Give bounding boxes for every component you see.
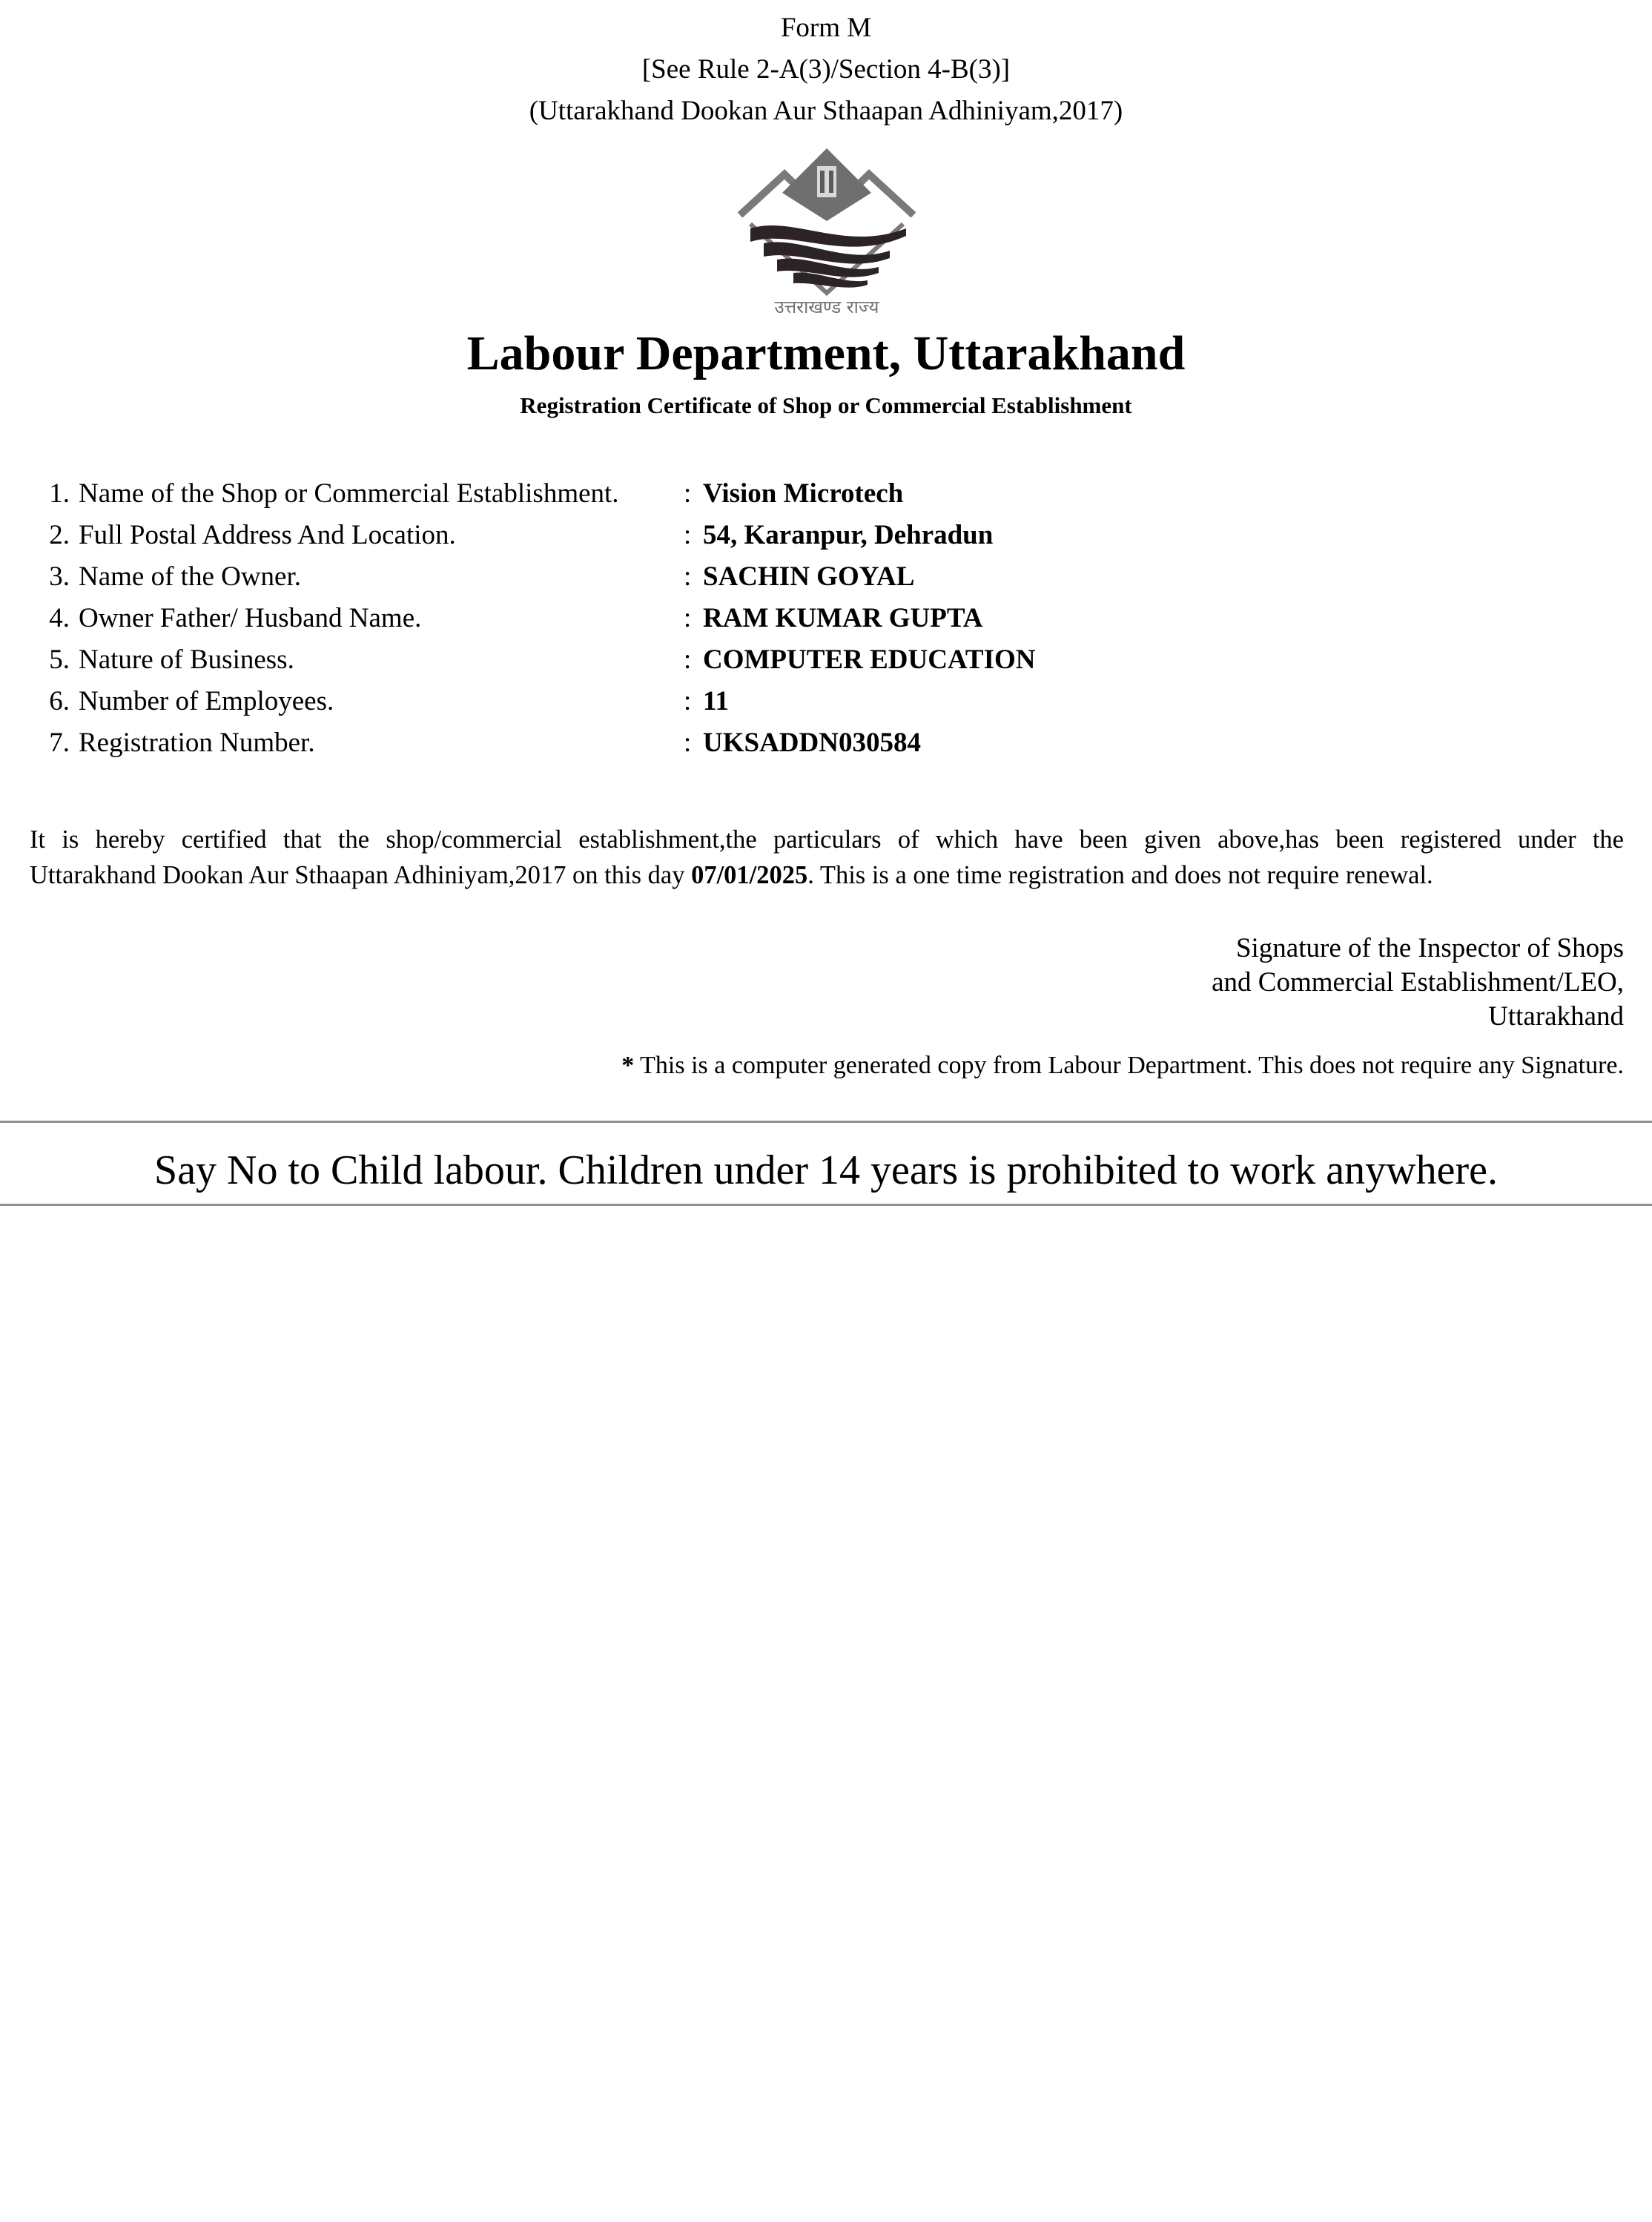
row-label: Name of the Shop or Commercial Establishment.: [79, 478, 619, 509]
row-label: Owner Father/ Husband Name.: [79, 603, 422, 633]
computer-generated-note: [621, 1049, 1624, 1083]
registration-number-value: UKSADDN030584: [703, 728, 921, 758]
divider-bottom: [0, 1204, 1652, 1206]
child-labour-banner: Say No to Child labour. Children under 14 years is prohibited to work anywhere.: [154, 1147, 1498, 1193]
certificate-subtitle: Registration Certificate of Shop or Commercial Establishment: [520, 392, 1132, 418]
row-number: 3.: [49, 561, 70, 592]
certification-statement: [30, 822, 1624, 893]
row-separator: :: [684, 478, 692, 509]
certification-line-2: [30, 857, 1624, 893]
logo-caption: उत्तराखण्ड राज्य: [774, 297, 879, 317]
act-reference: (Uttarakhand Dookan Aur Sthaapan Adhiniyam,2017): [529, 96, 1123, 126]
computer-generated-note-text: This is a computer generated copy from Labour Department. This does not require any Signature.: [634, 1052, 1624, 1079]
divider-top: [0, 1121, 1652, 1123]
row-number: 6.: [49, 686, 70, 716]
certification-text-after-date: . This is a one time registration and does not require renewal.: [807, 861, 1433, 889]
employee-count-value: 11: [703, 686, 729, 716]
signature-block: [1212, 932, 1624, 1034]
row-number: 2.: [49, 520, 70, 550]
row-number: 5.: [49, 644, 70, 675]
establishment-name-value: Vision Microtech: [703, 478, 904, 509]
row-separator: :: [684, 728, 692, 758]
row-label: Name of the Owner.: [79, 561, 302, 592]
row-separator: :: [684, 520, 692, 550]
certification-line-1: It is hereby certified that the shop/commercial establishment,the particulars of which have been given above,has been registered under the: [30, 825, 1624, 854]
address-value: 54, Karanpur, Dehradun: [703, 520, 994, 550]
row-label: Nature of Business.: [79, 644, 294, 675]
row-number: 7.: [49, 728, 70, 758]
row-separator: :: [684, 686, 692, 716]
certification-text-before-date: Uttarakhand Dookan Aur Sthaapan Adhiniyam,2017 on this day: [30, 861, 692, 889]
row-number: 1.: [49, 478, 70, 509]
row-separator: :: [684, 603, 692, 633]
father-husband-name-value: RAM KUMAR GUPTA: [703, 603, 983, 633]
state-emblem-icon: [734, 141, 919, 319]
row-separator: :: [684, 561, 692, 592]
registration-date: 07/01/2025: [691, 861, 808, 889]
row-label: Number of Employees.: [79, 686, 334, 716]
rule-reference: [See Rule 2-A(3)/Section 4-B(3)]: [641, 54, 1011, 85]
row-label: Registration Number.: [79, 728, 315, 758]
signature-line-3: Uttarakhand: [1488, 1001, 1624, 1032]
row-label: Full Postal Address And Location.: [79, 520, 456, 550]
asterisk-marker: *: [621, 1052, 635, 1079]
form-title: Form M: [780, 13, 872, 43]
owner-name-value: SACHIN GOYAL: [703, 561, 915, 592]
signature-line-2: and Commercial Establishment/LEO,: [1212, 967, 1624, 998]
uttarakhand-emblem-logo: [734, 141, 919, 319]
department-title: Labour Department, Uttarakhand: [466, 326, 1186, 380]
signature-line-1: Signature of the Inspector of Shops: [1235, 933, 1624, 963]
row-number: 4.: [49, 603, 70, 633]
business-nature-value: COMPUTER EDUCATION: [703, 644, 1036, 675]
row-separator: :: [684, 644, 692, 675]
